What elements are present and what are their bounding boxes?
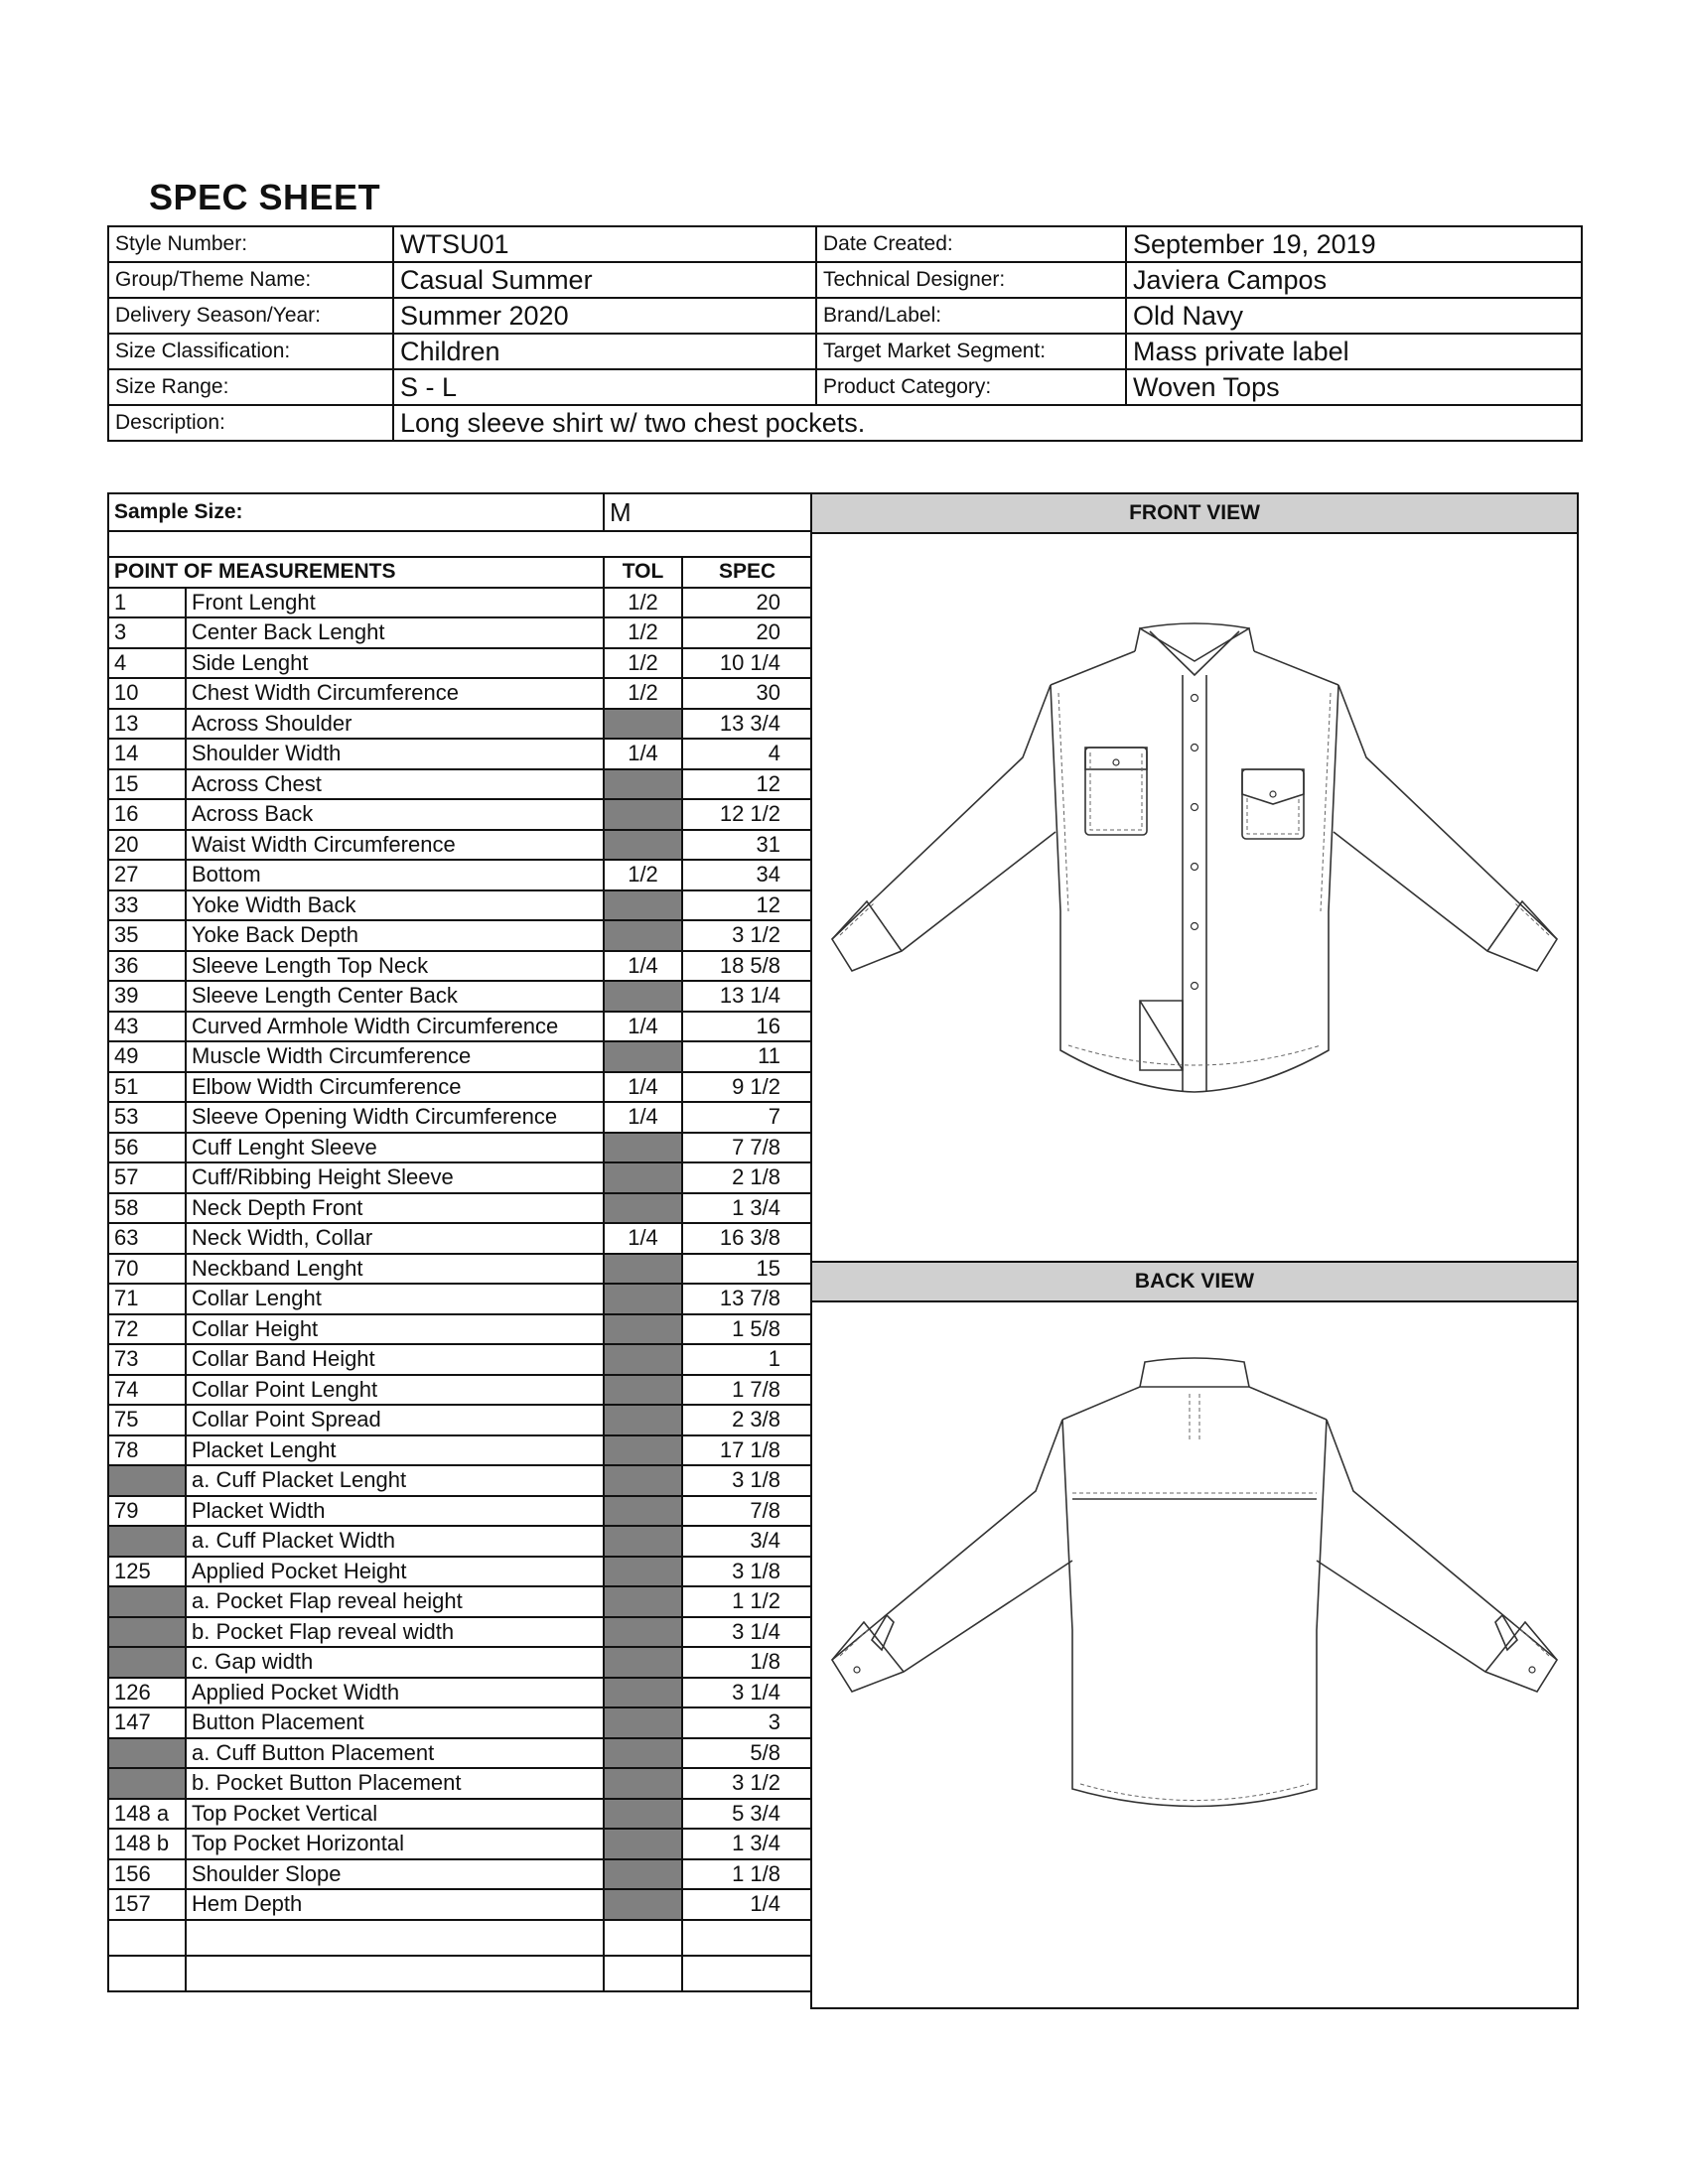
measurement-row: [108, 1526, 811, 1557]
measurement-spec: 1 1/2: [682, 1586, 811, 1617]
spec-header: SPEC: [682, 557, 811, 588]
measurement-code: 125: [108, 1557, 186, 1587]
measurement-row: [108, 890, 811, 921]
description-value: Long sleeve shirt w/ two chest pockets.: [393, 405, 1582, 441]
measurement-code: 16: [108, 799, 186, 830]
measurement-spec: 3 1/8: [682, 1465, 811, 1496]
measurement-tolerance: [604, 1314, 682, 1345]
back-view-shirt-drawing: [812, 1302, 1577, 2009]
measurement-row: [108, 1768, 811, 1799]
measurement-code: 13: [108, 709, 186, 740]
measurement-name: Neck Width, Collar: [186, 1223, 604, 1254]
measurement-row: [108, 1012, 811, 1042]
measurement-code: [108, 1647, 186, 1678]
measurement-tolerance: [604, 1254, 682, 1285]
measurement-header-row: [108, 557, 811, 588]
measurement-name: b. Pocket Flap reveal width: [186, 1617, 604, 1648]
measurement-spec: 7 7/8: [682, 1133, 811, 1163]
sample-size-row: [108, 493, 811, 531]
back-view-panel: [810, 1261, 1579, 2009]
measurement-row: [108, 588, 811, 618]
measurement-spec: 1 3/4: [682, 1829, 811, 1859]
measurement-code: 39: [108, 981, 186, 1012]
measurement-row: [108, 1193, 811, 1224]
measurement-tolerance: [604, 1405, 682, 1435]
measurement-tolerance: [604, 1617, 682, 1648]
measurement-spec: 16: [682, 1012, 811, 1042]
measurement-row: [108, 1617, 811, 1648]
empty-cell: [108, 1956, 186, 1991]
measurement-tolerance: [604, 1859, 682, 1890]
pom-header: POINT OF MEASUREMENTS: [108, 557, 604, 588]
info-value: Old Navy: [1126, 298, 1582, 334]
measurement-name: a. Pocket Flap reveal height: [186, 1586, 604, 1617]
measurement-code: 53: [108, 1102, 186, 1133]
measurement-row: [108, 1647, 811, 1678]
info-row: [108, 262, 1582, 298]
measurement-tolerance: [604, 1799, 682, 1830]
description-row: [108, 405, 1582, 441]
measurement-tolerance: [604, 709, 682, 740]
measurement-tolerance: 1/4: [604, 1102, 682, 1133]
measurement-code: [108, 1465, 186, 1496]
measurement-tolerance: 1/2: [604, 860, 682, 890]
measurement-tolerance: [604, 1678, 682, 1708]
measurement-row: [108, 830, 811, 861]
measurement-row: [108, 678, 811, 709]
measurement-spec: 12: [682, 769, 811, 800]
measurement-name: Cuff Lenght Sleeve: [186, 1133, 604, 1163]
measurement-spec: 2 3/8: [682, 1405, 811, 1435]
measurement-tolerance: [604, 1435, 682, 1466]
measurement-spec: 31: [682, 830, 811, 861]
empty-row: [108, 1956, 811, 1991]
empty-cell: [604, 1920, 682, 1956]
measurement-tolerance: [604, 799, 682, 830]
measurement-row: [108, 860, 811, 890]
back-view-header: BACK VIEW: [812, 1263, 1577, 1302]
measurement-code: 20: [108, 830, 186, 861]
measurement-name: Muscle Width Circumference: [186, 1041, 604, 1072]
measurement-name: Placket Width: [186, 1496, 604, 1527]
info-value: Mass private label: [1126, 334, 1582, 369]
measurement-code: [108, 1738, 186, 1769]
info-row: [108, 334, 1582, 369]
measurement-spec: 7/8: [682, 1496, 811, 1527]
measurement-tolerance: [604, 1586, 682, 1617]
measurement-row: [108, 1829, 811, 1859]
measurement-code: 49: [108, 1041, 186, 1072]
measurement-row: [108, 1889, 811, 1920]
info-label: Group/Theme Name:: [108, 262, 393, 298]
sample-size-value: M: [604, 493, 811, 531]
measurement-row: [108, 1072, 811, 1103]
measurement-spec: 3/4: [682, 1526, 811, 1557]
measurement-name: Across Shoulder: [186, 709, 604, 740]
empty-cell: [108, 1920, 186, 1956]
info-value: Casual Summer: [393, 262, 816, 298]
page-title: SPEC SHEET: [149, 177, 381, 217]
measurement-row: [108, 799, 811, 830]
measurement-name: Cuff/Ribbing Height Sleeve: [186, 1162, 604, 1193]
measurement-spec: 34: [682, 860, 811, 890]
info-label: Size Classification:: [108, 334, 393, 369]
measurement-code: 33: [108, 890, 186, 921]
info-label: Style Number:: [108, 226, 393, 262]
measurement-code: 36: [108, 951, 186, 982]
measurement-name: Shoulder Slope: [186, 1859, 604, 1890]
measurement-name: Sleeve Length Top Neck: [186, 951, 604, 982]
measurement-row: [108, 1284, 811, 1314]
measurement-code: 43: [108, 1012, 186, 1042]
measurement-spec: 3 1/4: [682, 1617, 811, 1648]
info-label: Product Category:: [816, 369, 1126, 405]
measurement-code: [108, 1526, 186, 1557]
measurement-tolerance: 1/2: [604, 648, 682, 679]
measurement-code: 126: [108, 1678, 186, 1708]
info-label: Technical Designer:: [816, 262, 1126, 298]
measurement-name: b. Pocket Button Placement: [186, 1768, 604, 1799]
measurement-spec: 4: [682, 739, 811, 769]
measurement-name: Across Back: [186, 799, 604, 830]
measurement-name: Collar Point Lenght: [186, 1375, 604, 1406]
measurement-name: Yoke Width Back: [186, 890, 604, 921]
info-value: S - L: [393, 369, 816, 405]
info-label: Size Range:: [108, 369, 393, 405]
style-info-table: [107, 225, 1583, 442]
measurement-name: a. Cuff Placket Width: [186, 1526, 604, 1557]
measurement-name: Button Placement: [186, 1707, 604, 1738]
measurement-spec: 5 3/4: [682, 1799, 811, 1830]
measurement-name: Chest Width Circumference: [186, 678, 604, 709]
measurement-tolerance: 1/4: [604, 1072, 682, 1103]
measurement-tolerance: [604, 1344, 682, 1375]
measurement-tolerance: [604, 1041, 682, 1072]
measurement-name: Collar Point Spread: [186, 1405, 604, 1435]
measurement-name: Across Chest: [186, 769, 604, 800]
measurement-spec: 7: [682, 1102, 811, 1133]
measurement-row: [108, 739, 811, 769]
measurement-name: a. Cuff Placket Lenght: [186, 1465, 604, 1496]
measurement-spec: 11: [682, 1041, 811, 1072]
measurement-code: 73: [108, 1344, 186, 1375]
measurement-row: [108, 1678, 811, 1708]
measurement-spec: 16 3/8: [682, 1223, 811, 1254]
info-row: [108, 298, 1582, 334]
info-label: Target Market Segment:: [816, 334, 1126, 369]
measurement-row: [108, 1375, 811, 1406]
measurement-code: [108, 1617, 186, 1648]
measurement-code: 72: [108, 1314, 186, 1345]
measurement-name: Top Pocket Horizontal: [186, 1829, 604, 1859]
measurement-row: [108, 1707, 811, 1738]
measurement-spec: 13 3/4: [682, 709, 811, 740]
measurement-spec: 3 1/2: [682, 920, 811, 951]
measurement-name: Collar Lenght: [186, 1284, 604, 1314]
measurement-tolerance: [604, 1738, 682, 1769]
measurement-code: 63: [108, 1223, 186, 1254]
measurement-spec: 1: [682, 1344, 811, 1375]
measurement-row: [108, 1254, 811, 1285]
measurement-tolerance: [604, 830, 682, 861]
measurement-row: [108, 1799, 811, 1830]
measurement-name: Neck Depth Front: [186, 1193, 604, 1224]
measurement-name: Placket Lenght: [186, 1435, 604, 1466]
measurement-name: Collar Band Height: [186, 1344, 604, 1375]
measurement-row: [108, 1435, 811, 1466]
measurement-row: [108, 1738, 811, 1769]
measurement-spec: 13 1/4: [682, 981, 811, 1012]
measurement-spec: 3: [682, 1707, 811, 1738]
measurement-tolerance: [604, 1557, 682, 1587]
measurement-code: 157: [108, 1889, 186, 1920]
measurement-row: [108, 648, 811, 679]
measurement-code: 51: [108, 1072, 186, 1103]
measurement-row: [108, 617, 811, 648]
info-value: September 19, 2019: [1126, 226, 1582, 262]
measurement-spec: 20: [682, 588, 811, 618]
empty-cell: [682, 1956, 811, 1991]
measurement-tolerance: 1/4: [604, 739, 682, 769]
measurement-name: Center Back Lenght: [186, 617, 604, 648]
measurement-name: Bottom: [186, 860, 604, 890]
measurement-code: 75: [108, 1405, 186, 1435]
measurement-name: Curved Armhole Width Circumference: [186, 1012, 604, 1042]
measurement-row: [108, 709, 811, 740]
measurement-row: [108, 1859, 811, 1890]
measurement-code: 57: [108, 1162, 186, 1193]
measurement-tolerance: [604, 1375, 682, 1406]
measurement-tolerance: 1/4: [604, 1223, 682, 1254]
measurement-code: 79: [108, 1496, 186, 1527]
measurement-code: 148 b: [108, 1829, 186, 1859]
measurement-tolerance: [604, 1526, 682, 1557]
measurement-name: Applied Pocket Height: [186, 1557, 604, 1587]
measurement-tolerance: 1/4: [604, 951, 682, 982]
measurement-tolerance: [604, 1647, 682, 1678]
spacer-row: [108, 531, 811, 557]
info-value: Woven Tops: [1126, 369, 1582, 405]
measurement-name: Sleeve Opening Width Circumference: [186, 1102, 604, 1133]
measurement-row: [108, 1465, 811, 1496]
measurement-code: 3: [108, 617, 186, 648]
measurement-spec: 1/4: [682, 1889, 811, 1920]
measurement-tolerance: [604, 1193, 682, 1224]
measurement-row: [108, 1223, 811, 1254]
measurement-row: [108, 920, 811, 951]
measurement-name: c. Gap width: [186, 1647, 604, 1678]
info-value: Children: [393, 334, 816, 369]
measurement-spec: 5/8: [682, 1738, 811, 1769]
measurement-name: a. Cuff Button Placement: [186, 1738, 604, 1769]
front-view-shirt-drawing: [812, 534, 1577, 1263]
info-value: Javiera Campos: [1126, 262, 1582, 298]
sample-size-label: Sample Size:: [108, 493, 604, 531]
measurement-name: Shoulder Width: [186, 739, 604, 769]
measurement-code: 74: [108, 1375, 186, 1406]
measurement-code: 148 a: [108, 1799, 186, 1830]
measurement-tolerance: 1/2: [604, 678, 682, 709]
measurement-spec: 12: [682, 890, 811, 921]
measurement-name: Sleeve Length Center Back: [186, 981, 604, 1012]
front-view-panel: [810, 492, 1579, 1263]
info-value: WTSU01: [393, 226, 816, 262]
measurement-spec: 1/8: [682, 1647, 811, 1678]
measurement-code: 156: [108, 1859, 186, 1890]
measurement-row: [108, 769, 811, 800]
measurement-name: Hem Depth: [186, 1889, 604, 1920]
measurement-spec: 9 1/2: [682, 1072, 811, 1103]
empty-cell: [682, 1920, 811, 1956]
measurement-spec: 15: [682, 1254, 811, 1285]
measurement-row: [108, 1557, 811, 1587]
measurement-row: [108, 1133, 811, 1163]
measurement-row: [108, 1586, 811, 1617]
measurement-code: 58: [108, 1193, 186, 1224]
description-label: Description:: [108, 405, 393, 441]
measurement-row: [108, 981, 811, 1012]
measurement-name: Collar Height: [186, 1314, 604, 1345]
measurement-tolerance: [604, 920, 682, 951]
measurement-name: Applied Pocket Width: [186, 1678, 604, 1708]
measurement-spec: 12 1/2: [682, 799, 811, 830]
measurement-tolerance: [604, 1496, 682, 1527]
measurement-name: Front Lenght: [186, 588, 604, 618]
measurement-spec: 18 5/8: [682, 951, 811, 982]
empty-cell: [186, 1956, 604, 1991]
measurement-spec: 1 5/8: [682, 1314, 811, 1345]
empty-cell: [604, 1956, 682, 1991]
measurement-code: 35: [108, 920, 186, 951]
measurement-row: [108, 1405, 811, 1435]
measurement-spec: 17 1/8: [682, 1435, 811, 1466]
measurement-row: [108, 1344, 811, 1375]
measurement-name: Neckband Lenght: [186, 1254, 604, 1285]
measurement-tolerance: [604, 1768, 682, 1799]
measurement-tolerance: [604, 890, 682, 921]
measurement-spec: 1 7/8: [682, 1375, 811, 1406]
measurement-code: [108, 1768, 186, 1799]
measurement-code: 14: [108, 739, 186, 769]
info-label: Brand/Label:: [816, 298, 1126, 334]
info-row: [108, 369, 1582, 405]
measurement-spec: 10 1/4: [682, 648, 811, 679]
measurement-name: Top Pocket Vertical: [186, 1799, 604, 1830]
measurement-row: [108, 1102, 811, 1133]
measurement-code: 70: [108, 1254, 186, 1285]
measurement-code: 10: [108, 678, 186, 709]
empty-row: [108, 1920, 811, 1956]
measurement-spec: 13 7/8: [682, 1284, 811, 1314]
info-label: Delivery Season/Year:: [108, 298, 393, 334]
measurement-tolerance: [604, 981, 682, 1012]
measurement-tolerance: [604, 769, 682, 800]
measurement-name: Elbow Width Circumference: [186, 1072, 604, 1103]
measurement-spec: 1 1/8: [682, 1859, 811, 1890]
measurement-tolerance: [604, 1889, 682, 1920]
measurement-spec: 3 1/4: [682, 1678, 811, 1708]
measurement-tolerance: 1/4: [604, 1012, 682, 1042]
measurement-tolerance: [604, 1707, 682, 1738]
measurement-row: [108, 951, 811, 982]
measurement-row: [108, 1314, 811, 1345]
tol-header: TOL: [604, 557, 682, 588]
measurement-code: 1: [108, 588, 186, 618]
measurement-code: 4: [108, 648, 186, 679]
measurement-spec: 3 1/2: [682, 1768, 811, 1799]
measurement-code: 27: [108, 860, 186, 890]
measurement-code: [108, 1586, 186, 1617]
measurement-row: [108, 1496, 811, 1527]
info-value: Summer 2020: [393, 298, 816, 334]
measurement-table: [107, 492, 812, 1992]
measurement-tolerance: 1/2: [604, 588, 682, 618]
measurement-code: 147: [108, 1707, 186, 1738]
measurement-spec: 20: [682, 617, 811, 648]
measurement-tolerance: [604, 1465, 682, 1496]
measurement-code: 78: [108, 1435, 186, 1466]
measurement-tolerance: [604, 1133, 682, 1163]
measurement-code: 56: [108, 1133, 186, 1163]
measurement-code: 15: [108, 769, 186, 800]
front-view-header: FRONT VIEW: [812, 494, 1577, 534]
measurement-name: Waist Width Circumference: [186, 830, 604, 861]
measurement-tolerance: [604, 1162, 682, 1193]
empty-cell: [186, 1920, 604, 1956]
info-label: Date Created:: [816, 226, 1126, 262]
measurement-spec: 3 1/8: [682, 1557, 811, 1587]
measurement-code: 71: [108, 1284, 186, 1314]
info-row: [108, 226, 1582, 262]
measurement-tolerance: [604, 1284, 682, 1314]
measurement-spec: 30: [682, 678, 811, 709]
measurement-name: Side Lenght: [186, 648, 604, 679]
measurement-tolerance: [604, 1829, 682, 1859]
measurement-tolerance: 1/2: [604, 617, 682, 648]
measurement-name: Yoke Back Depth: [186, 920, 604, 951]
measurement-row: [108, 1041, 811, 1072]
measurement-row: [108, 1162, 811, 1193]
measurement-spec: 1 3/4: [682, 1193, 811, 1224]
measurement-spec: 2 1/8: [682, 1162, 811, 1193]
